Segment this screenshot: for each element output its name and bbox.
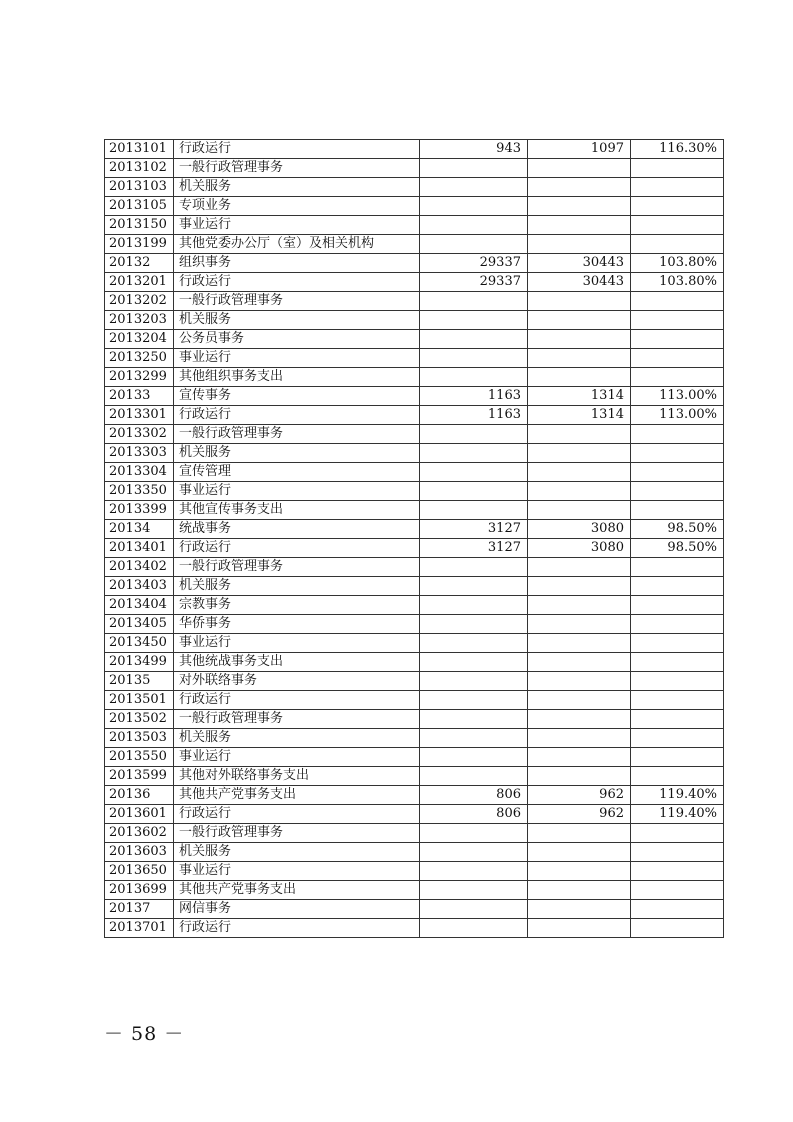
item-code-cell: 2013450: [105, 634, 174, 653]
value-2-cell: [528, 197, 631, 216]
value-2-cell: 3080: [528, 520, 631, 539]
value-1-cell: [420, 881, 528, 900]
item-code-cell: 2013502: [105, 710, 174, 729]
value-2-cell: [528, 311, 631, 330]
item-name-cell: 其他党委办公厅（室）及相关机构: [174, 235, 420, 254]
percent-cell: 98.50%: [631, 520, 724, 539]
value-2-cell: [528, 368, 631, 387]
percent-cell: [631, 178, 724, 197]
table-row: [105, 672, 724, 691]
value-1-cell: [420, 558, 528, 577]
value-1-cell: [420, 292, 528, 311]
item-code-cell: 2013402: [105, 558, 174, 577]
value-2-cell: [528, 444, 631, 463]
percent-cell: [631, 159, 724, 178]
percent-cell: [631, 235, 724, 254]
item-code-cell: 2013503: [105, 729, 174, 748]
item-name-cell: 事业运行: [174, 482, 420, 501]
value-2-cell: [528, 843, 631, 862]
value-1-cell: [420, 653, 528, 672]
percent-cell: [631, 216, 724, 235]
item-name-cell: 一般行政管理事务: [174, 159, 420, 178]
value-2-cell: [528, 729, 631, 748]
item-code-cell: 2013401: [105, 539, 174, 558]
item-code-cell: 2013650: [105, 862, 174, 881]
percent-cell: [631, 596, 724, 615]
item-name-cell: 其他宣传事务支出: [174, 501, 420, 520]
item-name-cell: 公务员事务: [174, 330, 420, 349]
item-code-cell: 20137: [105, 900, 174, 919]
table-row: [105, 691, 724, 710]
item-code-cell: 2013304: [105, 463, 174, 482]
table-row: [105, 292, 724, 311]
table-row: [105, 197, 724, 216]
percent-cell: [631, 748, 724, 767]
item-code-cell: 20132: [105, 254, 174, 273]
value-2-cell: 962: [528, 805, 631, 824]
value-1-cell: [420, 311, 528, 330]
value-2-cell: [528, 235, 631, 254]
percent-cell: [631, 881, 724, 900]
item-name-cell: 一般行政管理事务: [174, 558, 420, 577]
table-row: [105, 273, 724, 292]
item-code-cell: 2013602: [105, 824, 174, 843]
value-1-cell: [420, 729, 528, 748]
item-name-cell: 组织事务: [174, 254, 420, 273]
page-number: － 58 －: [104, 1023, 185, 1045]
table-row: [105, 805, 724, 824]
table-row: [105, 425, 724, 444]
item-code-cell: 2013105: [105, 197, 174, 216]
value-2-cell: 1097: [528, 140, 631, 159]
table-row: [105, 862, 724, 881]
item-code-cell: 2013405: [105, 615, 174, 634]
value-2-cell: [528, 615, 631, 634]
value-1-cell: [420, 824, 528, 843]
item-name-cell: 行政运行: [174, 273, 420, 292]
item-name-cell: 事业运行: [174, 862, 420, 881]
table-body: [105, 140, 724, 938]
value-2-cell: [528, 748, 631, 767]
value-1-cell: [420, 197, 528, 216]
value-1-cell: [420, 425, 528, 444]
budget-table: [104, 139, 724, 938]
item-code-cell: 20133: [105, 387, 174, 406]
value-1-cell: 806: [420, 805, 528, 824]
item-code-cell: 2013501: [105, 691, 174, 710]
value-2-cell: [528, 425, 631, 444]
item-name-cell: 华侨事务: [174, 615, 420, 634]
table-row: [105, 159, 724, 178]
item-name-cell: 网信事务: [174, 900, 420, 919]
percent-cell: [631, 501, 724, 520]
percent-cell: [631, 558, 724, 577]
item-name-cell: 宣传事务: [174, 387, 420, 406]
value-1-cell: [420, 900, 528, 919]
value-1-cell: [420, 463, 528, 482]
percent-cell: 116.30%: [631, 140, 724, 159]
item-code-cell: 2013701: [105, 919, 174, 938]
item-name-cell: 专项业务: [174, 197, 420, 216]
item-name-cell: 机关服务: [174, 178, 420, 197]
value-1-cell: [420, 634, 528, 653]
value-2-cell: 962: [528, 786, 631, 805]
value-1-cell: [420, 330, 528, 349]
table-row: [105, 311, 724, 330]
item-name-cell: 其他组织事务支出: [174, 368, 420, 387]
item-name-cell: 宣传管理: [174, 463, 420, 482]
percent-cell: [631, 900, 724, 919]
item-name-cell: 行政运行: [174, 805, 420, 824]
percent-cell: [631, 482, 724, 501]
value-2-cell: [528, 463, 631, 482]
table-row: [105, 577, 724, 596]
item-name-cell: 行政运行: [174, 919, 420, 938]
table-row: [105, 235, 724, 254]
value-1-cell: 29337: [420, 273, 528, 292]
value-1-cell: [420, 748, 528, 767]
value-2-cell: [528, 577, 631, 596]
item-name-cell: 一般行政管理事务: [174, 824, 420, 843]
value-1-cell: 1163: [420, 406, 528, 425]
value-1-cell: [420, 596, 528, 615]
value-2-cell: [528, 653, 631, 672]
table-row: [105, 482, 724, 501]
value-1-cell: [420, 501, 528, 520]
value-2-cell: [528, 881, 631, 900]
item-name-cell: 事业运行: [174, 634, 420, 653]
percent-cell: [631, 330, 724, 349]
value-2-cell: 30443: [528, 254, 631, 273]
item-code-cell: 2013204: [105, 330, 174, 349]
item-code-cell: 2013150: [105, 216, 174, 235]
table-row: [105, 406, 724, 425]
table-row: [105, 710, 724, 729]
percent-cell: 113.00%: [631, 406, 724, 425]
percent-cell: [631, 843, 724, 862]
item-name-cell: 宗教事务: [174, 596, 420, 615]
item-name-cell: 事业运行: [174, 349, 420, 368]
value-2-cell: 1314: [528, 406, 631, 425]
table-row: [105, 881, 724, 900]
percent-cell: [631, 824, 724, 843]
table-row: [105, 653, 724, 672]
table-row: [105, 178, 724, 197]
value-2-cell: [528, 862, 631, 881]
value-1-cell: 943: [420, 140, 528, 159]
item-name-cell: 其他共产党事务支出: [174, 786, 420, 805]
value-2-cell: [528, 900, 631, 919]
value-1-cell: [420, 577, 528, 596]
item-code-cell: 2013299: [105, 368, 174, 387]
percent-cell: [631, 349, 724, 368]
item-name-cell: 行政运行: [174, 539, 420, 558]
item-name-cell: 一般行政管理事务: [174, 710, 420, 729]
item-code-cell: 2013199: [105, 235, 174, 254]
item-code-cell: 2013203: [105, 311, 174, 330]
table-row: [105, 786, 724, 805]
table-row: [105, 520, 724, 539]
value-1-cell: [420, 615, 528, 634]
value-1-cell: [420, 843, 528, 862]
value-2-cell: 30443: [528, 273, 631, 292]
item-code-cell: 2013103: [105, 178, 174, 197]
value-1-cell: [420, 178, 528, 197]
item-code-cell: 2013601: [105, 805, 174, 824]
value-2-cell: [528, 691, 631, 710]
value-2-cell: [528, 767, 631, 786]
value-2-cell: 3080: [528, 539, 631, 558]
table-row: [105, 748, 724, 767]
table-row: [105, 539, 724, 558]
table-row: [105, 900, 724, 919]
value-1-cell: [420, 691, 528, 710]
item-name-cell: 行政运行: [174, 406, 420, 425]
value-2-cell: 1314: [528, 387, 631, 406]
item-code-cell: 2013603: [105, 843, 174, 862]
value-2-cell: [528, 710, 631, 729]
item-name-cell: 其他共产党事务支出: [174, 881, 420, 900]
table-row: [105, 444, 724, 463]
item-code-cell: 2013303: [105, 444, 174, 463]
item-name-cell: 行政运行: [174, 140, 420, 159]
value-2-cell: [528, 330, 631, 349]
table-row: [105, 596, 724, 615]
value-2-cell: [528, 159, 631, 178]
percent-cell: [631, 444, 724, 463]
table-row: [105, 140, 724, 159]
item-name-cell: 机关服务: [174, 577, 420, 596]
item-code-cell: 2013599: [105, 767, 174, 786]
value-1-cell: [420, 235, 528, 254]
item-name-cell: 行政运行: [174, 691, 420, 710]
table-row: [105, 368, 724, 387]
table-row: [105, 729, 724, 748]
value-1-cell: [420, 444, 528, 463]
item-name-cell: 一般行政管理事务: [174, 425, 420, 444]
item-code-cell: 2013403: [105, 577, 174, 596]
table-row: [105, 349, 724, 368]
table-row: [105, 615, 724, 634]
percent-cell: [631, 672, 724, 691]
item-code-cell: 2013101: [105, 140, 174, 159]
percent-cell: 119.40%: [631, 786, 724, 805]
item-code-cell: 2013250: [105, 349, 174, 368]
value-2-cell: [528, 672, 631, 691]
item-code-cell: 2013499: [105, 653, 174, 672]
table-row: [105, 558, 724, 577]
table-row: [105, 824, 724, 843]
item-code-cell: 2013404: [105, 596, 174, 615]
percent-cell: 103.80%: [631, 254, 724, 273]
percent-cell: [631, 615, 724, 634]
table-row: [105, 767, 724, 786]
percent-cell: [631, 729, 724, 748]
value-2-cell: [528, 919, 631, 938]
value-2-cell: [528, 482, 631, 501]
percent-cell: [631, 368, 724, 387]
value-1-cell: 3127: [420, 520, 528, 539]
value-2-cell: [528, 349, 631, 368]
item-code-cell: 20134: [105, 520, 174, 539]
value-2-cell: [528, 178, 631, 197]
item-name-cell: 对外联络事务: [174, 672, 420, 691]
value-1-cell: [420, 349, 528, 368]
percent-cell: [631, 767, 724, 786]
percent-cell: [631, 311, 724, 330]
item-code-cell: 2013399: [105, 501, 174, 520]
table-row: [105, 843, 724, 862]
item-name-cell: 机关服务: [174, 729, 420, 748]
percent-cell: [631, 691, 724, 710]
value-2-cell: [528, 501, 631, 520]
percent-cell: [631, 292, 724, 311]
item-code-cell: 20135: [105, 672, 174, 691]
table-row: [105, 216, 724, 235]
percent-cell: [631, 919, 724, 938]
table-row: [105, 387, 724, 406]
value-1-cell: 1163: [420, 387, 528, 406]
value-2-cell: [528, 596, 631, 615]
table-row: [105, 501, 724, 520]
value-1-cell: [420, 767, 528, 786]
item-name-cell: 机关服务: [174, 843, 420, 862]
table-row: [105, 919, 724, 938]
value-1-cell: 29337: [420, 254, 528, 273]
percent-cell: 103.80%: [631, 273, 724, 292]
value-1-cell: 806: [420, 786, 528, 805]
value-1-cell: [420, 368, 528, 387]
item-name-cell: 机关服务: [174, 444, 420, 463]
value-1-cell: [420, 216, 528, 235]
item-code-cell: 2013301: [105, 406, 174, 425]
value-2-cell: [528, 558, 631, 577]
item-name-cell: 统战事务: [174, 520, 420, 539]
item-code-cell: 2013550: [105, 748, 174, 767]
percent-cell: [631, 425, 724, 444]
table-row: [105, 463, 724, 482]
table-row: [105, 254, 724, 273]
item-code-cell: 2013302: [105, 425, 174, 444]
item-name-cell: 事业运行: [174, 748, 420, 767]
percent-cell: [631, 653, 724, 672]
percent-cell: 113.00%: [631, 387, 724, 406]
percent-cell: [631, 463, 724, 482]
percent-cell: 98.50%: [631, 539, 724, 558]
item-code-cell: 2013102: [105, 159, 174, 178]
percent-cell: 119.40%: [631, 805, 724, 824]
item-code-cell: 2013201: [105, 273, 174, 292]
value-1-cell: 3127: [420, 539, 528, 558]
percent-cell: [631, 710, 724, 729]
item-name-cell: 其他统战事务支出: [174, 653, 420, 672]
value-2-cell: [528, 824, 631, 843]
value-1-cell: [420, 919, 528, 938]
percent-cell: [631, 634, 724, 653]
percent-cell: [631, 197, 724, 216]
value-1-cell: [420, 482, 528, 501]
value-2-cell: [528, 216, 631, 235]
table-row: [105, 634, 724, 653]
percent-cell: [631, 577, 724, 596]
value-1-cell: [420, 672, 528, 691]
value-2-cell: [528, 292, 631, 311]
item-code-cell: 2013202: [105, 292, 174, 311]
percent-cell: [631, 862, 724, 881]
item-name-cell: 其他对外联络事务支出: [174, 767, 420, 786]
item-name-cell: 事业运行: [174, 216, 420, 235]
item-code-cell: 2013699: [105, 881, 174, 900]
value-1-cell: [420, 159, 528, 178]
table-row: [105, 330, 724, 349]
item-code-cell: 2013350: [105, 482, 174, 501]
value-1-cell: [420, 862, 528, 881]
value-1-cell: [420, 710, 528, 729]
item-name-cell: 机关服务: [174, 311, 420, 330]
value-2-cell: [528, 634, 631, 653]
item-name-cell: 一般行政管理事务: [174, 292, 420, 311]
item-code-cell: 20136: [105, 786, 174, 805]
